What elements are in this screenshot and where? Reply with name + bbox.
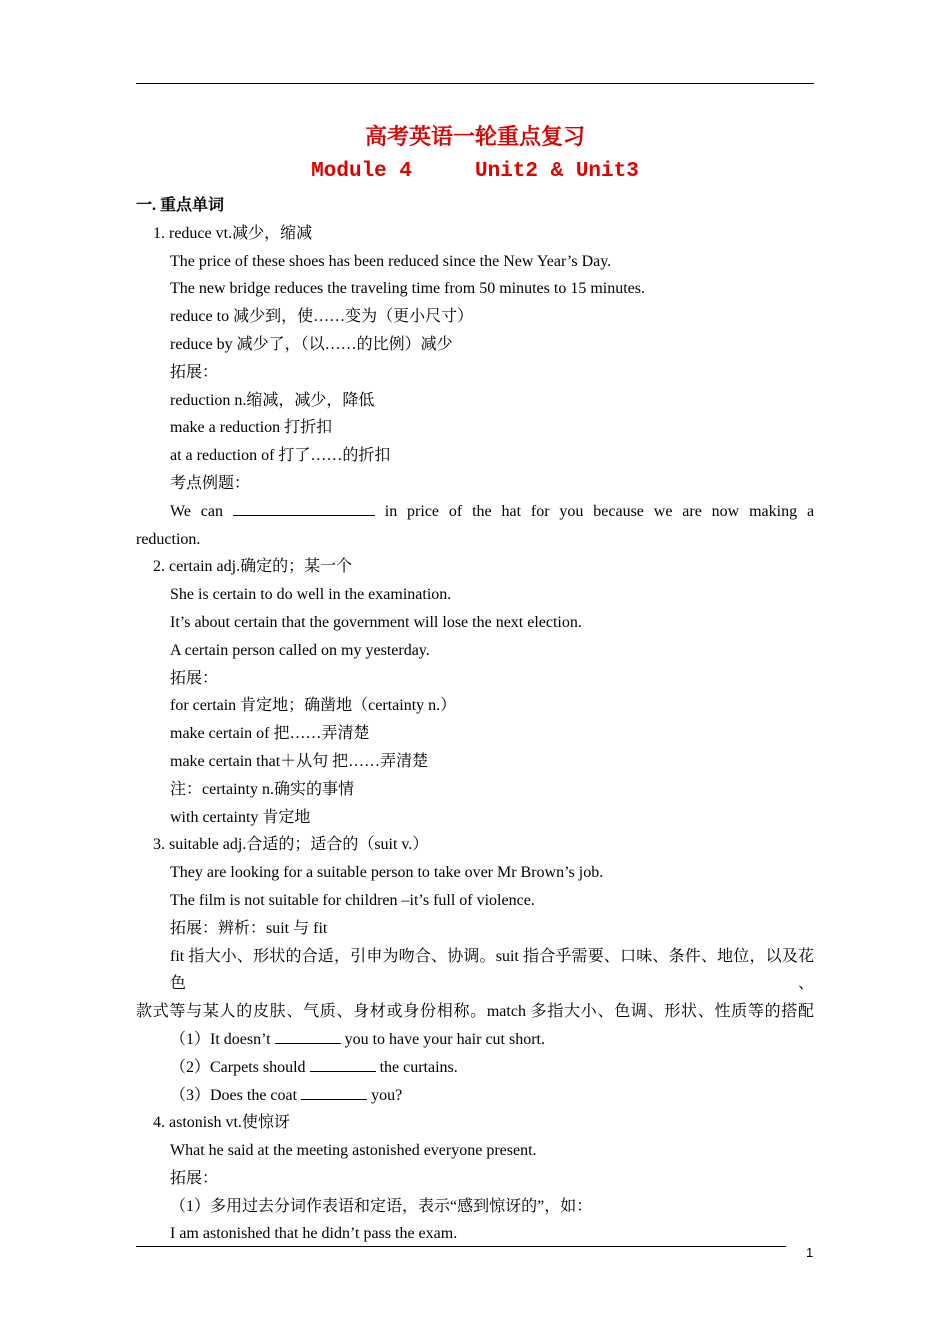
word-heading: 1. reduce vt.减少，缩减 xyxy=(153,224,313,242)
exercise-sentence xyxy=(136,1082,814,1110)
example-sentence: The new bridge reduces the traveling time from 50 minutes to 15 minutes. xyxy=(170,280,645,298)
word-heading: 4. astonish vt.使惊讶 xyxy=(153,1114,290,1132)
fill-blank xyxy=(275,1026,341,1044)
exercise-sentence xyxy=(136,1054,814,1082)
note: 注：certainty n.确实的事情 xyxy=(170,780,354,798)
phrase: with certainty 肯定地 xyxy=(170,808,311,826)
extension-label: 拓展： xyxy=(170,363,219,381)
header-rule xyxy=(136,83,814,84)
exercise-text: （3）Does the coat xyxy=(170,1086,302,1104)
exercise-text: the curtains. xyxy=(375,1058,458,1076)
example-sentence: She is certain to do well in the examination. xyxy=(170,586,452,604)
exercise-text: （1）It doesn’t xyxy=(170,1030,275,1048)
extension-label: 拓展： xyxy=(170,1169,219,1187)
exercise-sentence xyxy=(136,498,814,526)
exercise-continuation: reduction. xyxy=(136,530,201,548)
example-sentence: It’s about certain that the government will lose the next election. xyxy=(170,613,582,631)
exercise-text: you to have your hair cut short. xyxy=(340,1030,545,1048)
page-number: 1 xyxy=(806,1245,814,1260)
extension-label: 拓展：辨析：suit 与 fit xyxy=(170,919,328,937)
phrase: make certain of 把……弄清楚 xyxy=(170,725,370,743)
example-sentence: The film is not suitable for children –it’s full of violence. xyxy=(170,891,535,909)
extension-label: 拓展： xyxy=(170,669,219,687)
footer-rule xyxy=(136,1246,786,1247)
example-sentence: They are looking for a suitable person to take over Mr Brown’s job. xyxy=(170,864,604,882)
explanation: 款式等与某人的皮肤、气质、身材或身份相称。match 多指大小、色调、形状、性质等的搭配 xyxy=(136,1003,814,1021)
fill-blank xyxy=(310,1054,376,1072)
phrase: reduce by 减少了，（以……的比例）减少 xyxy=(170,335,453,353)
phrase: for certain 肯定地；确凿地（certainty n.） xyxy=(170,697,457,715)
fill-blank xyxy=(233,498,375,516)
example-sentence: What he said at the meeting astonished everyone present. xyxy=(170,1142,537,1160)
example-sentence: I am astonished that he didn’t pass the exam. xyxy=(170,1225,458,1243)
note: （1）多用过去分词作表语和定语，表示“感到惊讶的”，如： xyxy=(170,1197,593,1215)
fill-blank xyxy=(301,1082,367,1100)
example-sentence: The price of these shoes has been reduced since the New Year’s Day. xyxy=(170,252,612,270)
exercise-sentence xyxy=(136,1026,814,1054)
document-body xyxy=(136,192,814,1248)
page-title: 高考英语一轮重点复习 xyxy=(364,125,585,150)
section-heading: 一. 重点单词 xyxy=(136,197,225,214)
phrase: make certain that＋从句 把……弄清楚 xyxy=(170,752,429,770)
exercise-text: in price of the hat for you because we are now making a xyxy=(384,502,815,520)
exercise-text: （2）Carpets should xyxy=(170,1058,310,1076)
phrase: at a reduction of 打了……的折扣 xyxy=(170,447,391,465)
exercise-label: 考点例题： xyxy=(170,474,251,492)
word-heading: 2. certain adj.确定的；某一个 xyxy=(153,558,353,576)
phrase: make a reduction 打折扣 xyxy=(170,419,333,437)
explanation: fit 指大小、形状的合适，引申为吻合、协调。suit 指合乎需要、口味、条件、地位，以及花色、 xyxy=(170,947,814,993)
phrase: reduce to 减少到，使……变为（更小尺寸） xyxy=(170,308,474,326)
page-subtitle: Module 4 Unit2 & Unit3 xyxy=(311,160,639,183)
exercise-text: We can xyxy=(170,502,223,520)
word-heading: 3. suitable adj.合适的；适合的（suit v.） xyxy=(153,836,429,854)
example-sentence: A certain person called on my yesterday. xyxy=(170,641,430,659)
phrase: reduction n.缩减，减少，降低 xyxy=(170,391,375,409)
exercise-text: you? xyxy=(367,1086,403,1104)
